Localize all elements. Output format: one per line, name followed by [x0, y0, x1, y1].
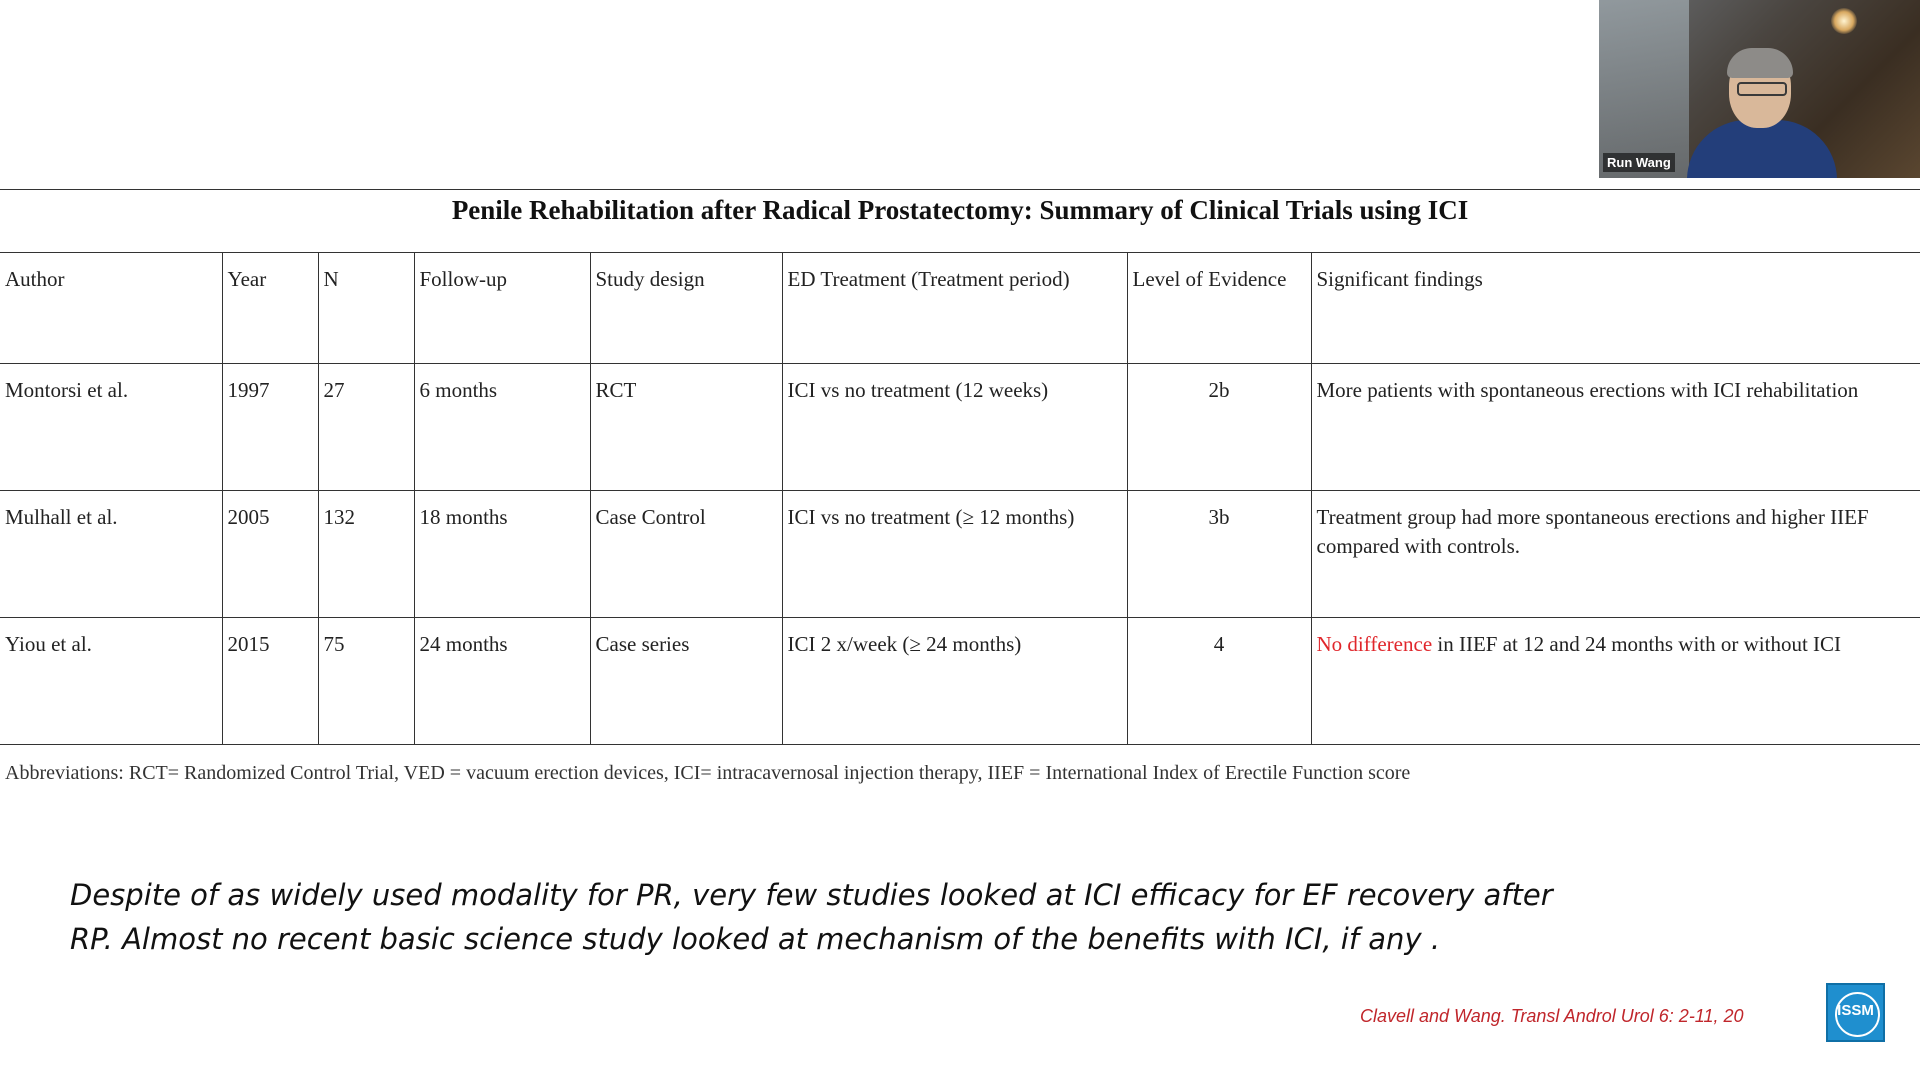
cell-study-design: RCT [590, 364, 782, 491]
cell-level-of-evidence: 4 [1127, 618, 1311, 745]
cell-n: 75 [318, 618, 414, 745]
findings-text: More patients with spontaneous erections with ICI rehabilitation [1316, 378, 1859, 402]
header-year: Year [222, 253, 318, 364]
cell-followup: 18 months [414, 491, 590, 618]
participant-glasses [1737, 82, 1787, 96]
findings-text: Treatment group had more spontaneous erections and higher IIEF compared with controls. [1316, 505, 1869, 558]
header-study-design: Study design [590, 253, 782, 364]
cell-level-of-evidence: 2b [1127, 364, 1311, 491]
table-header-row [0, 253, 1920, 364]
cell-n: 27 [318, 364, 414, 491]
abbreviations-footnote: Abbreviations: RCT= Randomized Control Trial, VED = vacuum erection devices, ICI= intracavernosal injection therapy, IIEF = International Index of Erectile Function score [5, 762, 1411, 784]
clinical-trials-table [0, 189, 1920, 745]
citation-reference: Clavell and Wang. Transl Androl Urol 6: 2-11, 20 [1360, 1006, 1744, 1026]
header-author: Author [0, 253, 222, 364]
header-followup: Follow-up [414, 253, 590, 364]
cell-ed-treatment: ICI vs no treatment (≥ 12 months) [782, 491, 1127, 618]
cell-author: Yiou et al. [0, 618, 222, 745]
cell-author: Montorsi et al. [0, 364, 222, 491]
header-significant-findings: Significant findings [1311, 253, 1920, 364]
webcam-background [1599, 0, 1689, 178]
table-row [0, 618, 1920, 745]
webcam-lamp [1831, 8, 1857, 34]
cell-ed-treatment: ICI 2 x/week (≥ 24 months) [782, 618, 1127, 745]
table-row [0, 364, 1920, 491]
cell-significant-findings [1311, 491, 1920, 618]
cell-followup: 24 months [414, 618, 590, 745]
logo-text: ISSM [1837, 1002, 1874, 1019]
cell-year: 2015 [222, 618, 318, 745]
cell-followup: 6 months [414, 364, 590, 491]
table-row [0, 491, 1920, 618]
cell-significant-findings [1311, 618, 1920, 745]
cell-year: 1997 [222, 364, 318, 491]
header-level-of-evidence: Level of Evidence [1127, 253, 1311, 364]
findings-highlight: No difference [1316, 632, 1433, 656]
header-n: N [318, 253, 414, 364]
participant-hair [1727, 48, 1793, 78]
participant-video-tile[interactable] [1599, 0, 1920, 178]
participant-name-label: Run Wang [1603, 153, 1675, 172]
header-ed-treatment: ED Treatment (Treatment period) [782, 253, 1127, 364]
issm-logo [1826, 983, 1885, 1042]
cell-author: Mulhall et al. [0, 491, 222, 618]
participant-body [1687, 120, 1837, 178]
cell-significant-findings [1311, 364, 1920, 491]
cell-level-of-evidence: 3b [1127, 491, 1311, 618]
cell-year: 2005 [222, 491, 318, 618]
findings-text: in IIEF at 12 and 24 months with or without ICI [1432, 632, 1842, 656]
cell-study-design: Case series [590, 618, 782, 745]
slide-body-text: Despite of as widely used modality for PR, very few studies looked at ICI efficacy for EF recovery after RP. Almost no recent basic science study looked at mechanism of the benefits with ICI, if any . [70, 878, 1553, 956]
table-title-cell [0, 190, 1920, 253]
cell-n: 132 [318, 491, 414, 618]
table-title: Penile Rehabilitation after Radical Prostatectomy: Summary of Clinical Trials using ICI [451, 195, 1469, 225]
cell-ed-treatment: ICI vs no treatment (12 weeks) [782, 364, 1127, 491]
cell-study-design: Case Control [590, 491, 782, 618]
